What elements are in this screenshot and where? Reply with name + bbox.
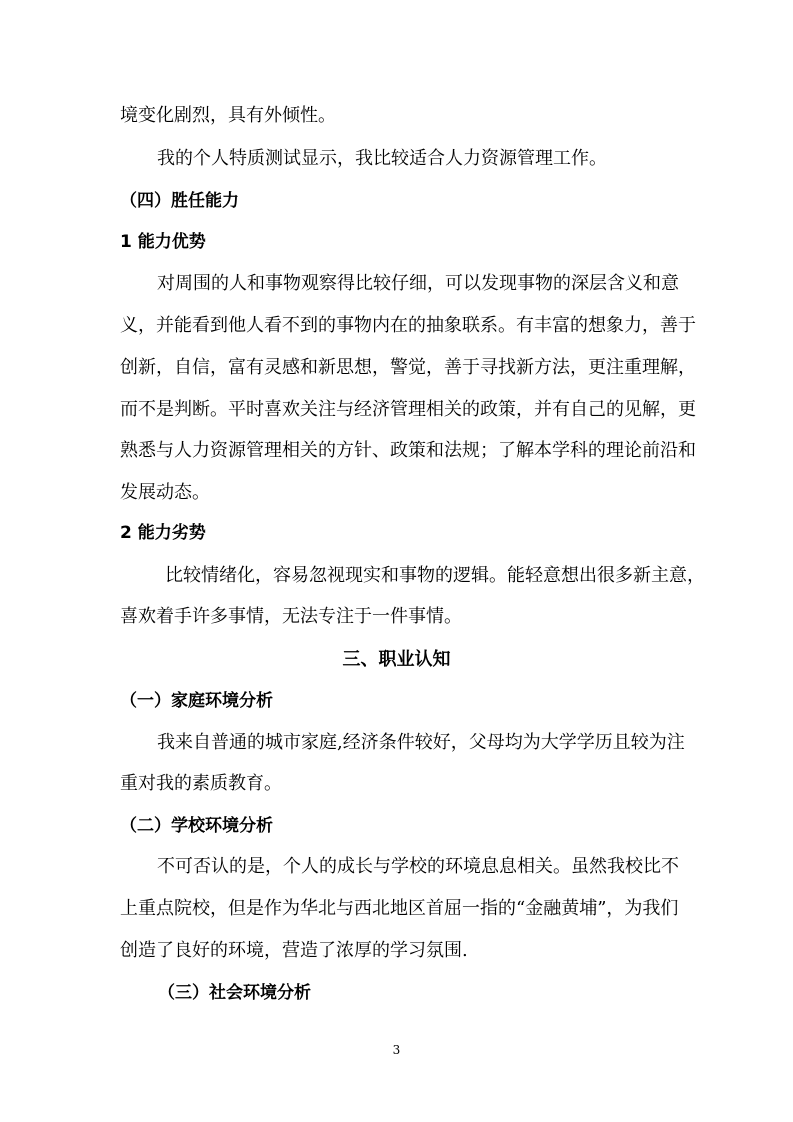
paragraph-line: 熟悉与人力资源管理相关的方针、政策和法规；了解本学科的理论前沿和: [120, 440, 696, 461]
subsection-heading: 2 能力劣势: [120, 523, 206, 543]
paragraph-line: 发展动态。: [120, 482, 210, 503]
paragraph-line: 比较情绪化，容易忽视现实和事物的逻辑。能轻意想出很多新主意，: [165, 565, 705, 586]
section-heading: （二）学校环境分析: [120, 816, 273, 836]
paragraph-line: 对周围的人和事物观察得比较仔细，可以发现事物的深层含义和意: [157, 273, 679, 294]
paragraph-line: 创造了良好的环境，营造了浓厚的学习氛围.: [120, 940, 468, 961]
paragraph-line: 重对我的素质教育。: [120, 773, 282, 794]
page-number: 3: [392, 1043, 401, 1057]
subsection-heading: 1 能力优势: [120, 232, 206, 252]
paragraph-line: 我来自普通的城市家庭,经济条件较好，父母均为大学学历且较为注: [157, 732, 685, 753]
section-heading: （三）社会环境分析: [158, 983, 311, 1003]
section-heading: （一）家庭环境分析: [120, 691, 273, 711]
paragraph-line: 创新，自信，富有灵感和新思想，警觉，善于寻找新方法，更注重理解，: [120, 357, 696, 378]
paragraph-line: 境变化剧烈，具有外倾性。: [120, 105, 336, 126]
paragraph-line: 喜欢着手许多事情，无法专注于一件事情。: [120, 606, 462, 627]
paragraph-line: 而不是判断。平时喜欢关注与经济管理相关的政策，并有自己的见解，更: [120, 399, 696, 420]
section-heading: （四）胜任能力: [120, 191, 239, 211]
chapter-title: 三、职业认知: [342, 649, 451, 670]
paragraph-line: 义，并能看到他人看不到的事物内在的抽象联系。有丰富的想象力，善于: [120, 315, 696, 336]
paragraph-line: 不可否认的是，个人的成长与学校的环境息息相关。虽然我校比不: [157, 856, 679, 877]
paragraph-line: 我的个人特质测试显示，我比较适合人力资源管理工作。: [157, 148, 607, 169]
paragraph-line: 上重点院校，但是作为华北与西北地区首屈一指的“金融黄埔”，为我们: [120, 898, 679, 919]
